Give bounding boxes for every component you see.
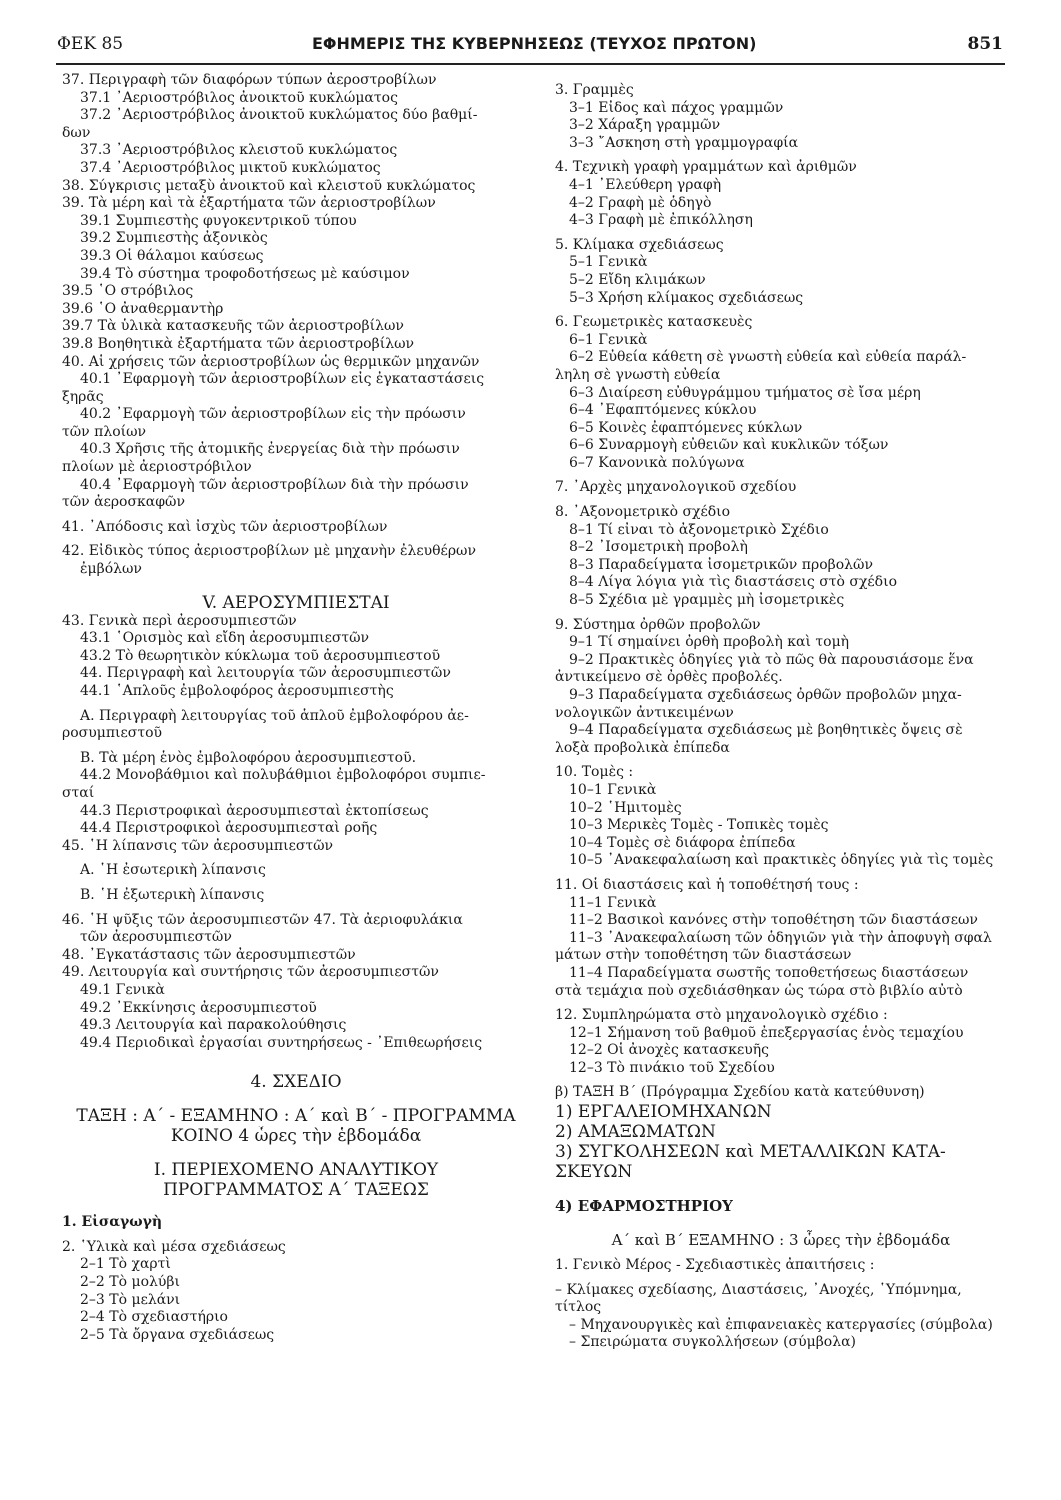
- toc-line: 1. Εἰσαγωγὴ: [62, 1214, 163, 1231]
- toc-line: μάτων στὴν τοποθέτηση τῶν διαστάσεων: [555, 947, 852, 964]
- toc-line: 10–5 ᾿Ανακεφαλαίωση καὶ πρακτικὲς ὁδηγίες γιὰ τὶς τομὲς: [569, 852, 994, 869]
- toc-line: 6–1 Γενικὰ: [569, 331, 648, 348]
- toc-line: 11. Οἱ διαστάσεις καὶ ἡ τοποθέτησή τους :: [555, 876, 859, 893]
- direction-item: 2) ΑΜΑΞΩΜΑΤΩΝ: [555, 1122, 716, 1143]
- toc-line: 9–2 Πρακτικὲς ὁδηγίες γιὰ τὸ πῶς θὰ παρουσιάσομε ἕνα: [569, 651, 974, 668]
- toc-line: 9. Σύστημα ὀρθῶν προβολῶν: [555, 616, 761, 633]
- toc-line: 48. ᾿Εγκατάστασις τῶν ἀεροσυμπιεστῶν: [62, 946, 356, 963]
- toc-line: 44.4 Περιστροφικοὶ ἀεροσυμπιεσταὶ ροῆς: [80, 820, 378, 837]
- toc-line: – Μηχανουργικὲς καὶ ἐπιφανειακὲς κατεργασίες (σύμβολα): [569, 1316, 993, 1333]
- toc-line: τίτλος: [555, 1299, 602, 1316]
- right-column: [555, 72, 1007, 1352]
- toc-line: 8–1 Τί εἶναι τὸ ἀξονομετρικὸ Σχέδιο: [569, 521, 829, 538]
- toc-line: 40.1 ᾿Εφαρμογὴ τῶν ἀεριοστροβίλων εἰς ἐγκαταστάσεις: [80, 371, 485, 388]
- toc-line: 40.3 Χρῆσις τῆς ἀτομικῆς ἐνεργείας διὰ τὴν πρόωσιν: [80, 441, 460, 458]
- toc-line: 42. Εἰδικὸς τύπος ἀεριοστροβίλων μὲ μηχανὴν ἐλευθέρων: [62, 543, 476, 560]
- toc-line: 49.1 Γενικὰ: [80, 981, 165, 998]
- toc-line: 39.6 ῾Ο ἀναθερμαντὴρ: [62, 300, 224, 317]
- toc-line: Β. ῾Η ἐξωτερικὴ λίπανσις: [80, 886, 265, 903]
- toc-line: 10–3 Μερικὲς Τομὲς - Τοπικὲς τομὲς: [569, 817, 829, 834]
- toc-line: Β. Τὰ μέρη ἑνὸς ἐμβολοφόρου ἀεροσυμπιεστοῦ.: [80, 749, 417, 766]
- toc-line: τῶν ἀεροσυμπιεστῶν: [80, 929, 232, 946]
- toc-line: 37.2 ᾿Αεριοστρόβιλος ἀνοικτοῦ κυκλώματος δύο βαθμί-: [80, 107, 478, 124]
- class-program-line: ΤΑΞΗ : Α΄ - ΕΞΑΜΗΝΟ : Α΄ καὶ Β΄ - ΠΡΟΓΡΑΜΜΑ: [76, 1106, 516, 1127]
- toc-line: 45. ῾Η λίπανσις τῶν ἀεροσυμπιεστῶν: [62, 837, 334, 854]
- direction-item-heading: 4) ΕΦΑΡΜΟΣΤΗΡΙΟΥ: [555, 1197, 733, 1216]
- class-program-hours: ΚΟΙΝΟ 4 ὧρες τὴν ἑβδομάδα: [170, 1126, 422, 1147]
- toc-line: 1. Γενικὸ Μέρος - Σχεδιαστικὲς ἀπαιτήσεις :: [555, 1257, 875, 1274]
- toc-line: 43.1 ῾Ορισμὸς καὶ εἴδη ἀεροσυμπιεστῶν: [80, 630, 370, 647]
- chapter-title: 4. ΣΧΕΔΙΟ: [250, 1072, 342, 1093]
- toc-line: 8–3 Παραδείγματα ἰσομετρικῶν προβολῶν: [569, 556, 873, 573]
- toc-line: 11–4 Παραδείγματα σωστῆς τοποθετήσεως διαστάσεων: [569, 964, 969, 981]
- toc-line: – Κλίμακες σχεδίασης, Διαστάσεις, ᾿Ανοχές, ῾Υπόμνημα,: [555, 1281, 962, 1298]
- page-number: 851: [967, 34, 1003, 54]
- toc-line: 11–3 ᾿Ανακεφαλαίωση τῶν ὁδηγιῶν γιὰ τὴν ἀποφυγὴ σφαλ: [569, 929, 992, 946]
- toc-line: 6–2 Εὐθεία κάθετη σὲ γνωστὴ εὐθεία καὶ εὐθεία παράλ-: [569, 349, 967, 366]
- toc-line: 4–2 Γραφὴ μὲ ὁδηγὸ: [569, 194, 712, 211]
- header-rule: [56, 63, 1005, 65]
- toc-line: 6. Γεωμετρικὲς κατασκευὲς: [555, 314, 753, 331]
- toc-line: 37.3 ᾿Αεριοστρόβιλος κλειστοῦ κυκλώματος: [80, 142, 398, 159]
- toc-line: 12–3 Τὸ πινάκιο τοῦ Σχεδίου: [569, 1059, 775, 1076]
- toc-line: 8–2 ᾿Ισομετρικὴ προβολὴ: [569, 539, 748, 556]
- toc-line: 5–1 Γενικὰ: [569, 254, 648, 271]
- toc-line: ἀντικείμενο σὲ ὀρθὲς προβολές.: [555, 669, 783, 686]
- toc-line: 11–1 Γενικὰ: [569, 894, 657, 911]
- toc-line: 2–1 Τὸ χαρτὶ: [80, 1256, 171, 1273]
- toc-line: ληλη σὲ γνωστὴ εὐθεία: [555, 366, 721, 383]
- toc-line: 44. Περιγραφὴ καὶ λειτουργία τῶν ἀεροσυμπιεστῶν: [80, 665, 451, 682]
- toc-line: ἐμβόλων: [80, 561, 142, 578]
- toc-line: 5–2 Εἴδη κλιμάκων: [569, 271, 706, 288]
- toc-line: 43.2 Τὸ θεωρητικὸν κύκλωμα τοῦ ἀεροσυμπιεστοῦ: [80, 647, 441, 664]
- toc-line: 39.4 Τὸ σύστημα τροφοδοτήσεως μὲ καύσιμον: [80, 265, 410, 282]
- toc-line: 6–7 Κανονικὰ πολύγωνα: [569, 454, 745, 471]
- toc-line: 39.2 Συμπιεστὴς ἀξονικὸς: [80, 230, 268, 247]
- toc-line: 5. Κλίμακα σχεδιάσεως: [555, 236, 724, 253]
- toc-line: 3–3 ῎Ασκηση στὴ γραμμογραφία: [569, 134, 799, 151]
- toc-line: 2–5 Τὰ ὄργανα σχεδιάσεως: [80, 1326, 275, 1343]
- toc-line: 10–2 ῾Ημιτομὲς: [569, 799, 682, 816]
- semester-hours-line: Α΄ καὶ Β΄ ΕΞΑΜΗΝΟ : 3 ὧρες τὴν ἑβδομάδα: [611, 1231, 951, 1250]
- toc-line: 9–1 Τί σημαίνει ὀρθὴ προβολὴ καὶ τομὴ: [569, 634, 850, 651]
- toc-line: 4–3 Γραφὴ μὲ ἐπικόλληση: [569, 212, 753, 229]
- toc-line: 2. ῾Υλικὰ καὶ μέσα σχεδιάσεως: [62, 1238, 286, 1255]
- toc-line: 9–4 Παραδείγματα σχεδιάσεως μὲ βοηθητικὲς ὄψεις σὲ: [569, 722, 963, 739]
- toc-line: 6–3 Διαίρεση εὐθυγράμμου τμήματος σὲ ἴσα μέρη: [569, 384, 921, 401]
- toc-line: 6–6 Συναρμογὴ εὐθειῶν καὶ κυκλικῶν τόξων: [569, 437, 889, 454]
- gazette-ref: ΦΕΚ 85: [57, 34, 124, 54]
- toc-line: β) ΤΑΞΗ Β΄ (Πρόγραμμα Σχεδίου κατὰ κατεύθυνση): [555, 1084, 925, 1101]
- toc-line: 39. Τὰ μέρη καὶ τὰ ἐξαρτήματα τῶν ἀεριοστροβίλων: [62, 195, 436, 212]
- toc-line: 39.8 Βοηθητικὰ ἐξαρτήματα τῶν ἀεριοστροβίλων: [62, 335, 414, 352]
- toc-line: 6–4 ᾿Εφαπτόμενες κύκλου: [569, 402, 757, 419]
- toc-line: 10–1 Γενικὰ: [569, 781, 657, 798]
- toc-line: 39.1 Συμπιεστὴς φυγοκεντρικοῦ τύπου: [80, 212, 357, 229]
- toc-line: 44.3 Περιστροφικαὶ ἀεροσυμπιεσταὶ ἐκτοπίσεως: [80, 802, 429, 819]
- toc-line: 12–1 Σήμανση τοῦ βαθμοῦ ἐπεξεργασίας ἑνὸς τεμαχίου: [569, 1024, 964, 1041]
- toc-line: 2–3 Τὸ μελάνι: [80, 1291, 181, 1308]
- toc-line: 2–2 Τὸ μολύβι: [80, 1274, 180, 1291]
- toc-line: λοξὰ προβολικὰ ἐπίπεδα: [555, 739, 730, 756]
- toc-line: 39.5 ῾Ο στρόβιλος: [62, 283, 194, 300]
- toc-line: 38. Σύγκρισις μεταξὺ ἀνοικτοῦ καὶ κλειστοῦ κυκλώματος: [62, 177, 476, 194]
- toc-line: 9–3 Παραδείγματα σχεδιάσεως ὀρθῶν προβολῶν μηχα-: [569, 687, 962, 703]
- toc-line: στὰ τεμάχια ποὺ σχεδιάσθηκαν ὡς τώρα στὸ βιβλίο αὐτὸ: [555, 982, 963, 999]
- toc-line: τῶν πλοίων: [62, 423, 147, 440]
- toc-line: 4. Τεχνικὴ γραφὴ γραμμάτων καὶ ἀριθμῶν: [555, 159, 857, 176]
- toc-line: 37.4 ᾿Αεριοστρόβιλος μικτοῦ κυκλώματος: [80, 159, 381, 176]
- toc-line: 12–2 Οἱ ἀνοχὲς κατασκευῆς: [569, 1042, 769, 1059]
- toc-line: 39.3 Οἱ θάλαμοι καύσεως: [80, 247, 264, 264]
- toc-line: δων: [62, 124, 91, 141]
- toc-line: 8–4 Λίγα λόγια γιὰ τὶς διαστάσεις στὸ σχέδιο: [569, 574, 898, 591]
- contents-heading: Ι. ΠΕΡΙΕΧΟΜΕΝΟ ΑΝΑΛΥΤΙΚΟΥ: [153, 1160, 439, 1181]
- toc-line: 49. Λειτουργία καὶ συντήρησις τῶν ἀεροσυμπιεστῶν: [62, 964, 439, 981]
- toc-line: νολογικῶν ἀντικειμένων: [555, 704, 734, 721]
- toc-line: Α. ῾Η ἐσωτερικὴ λίπανσις: [80, 862, 266, 879]
- direction-item: ΣΚΕΥΩΝ: [555, 1162, 633, 1183]
- toc-line: τῶν ἀεροσκαφῶν: [62, 494, 185, 511]
- toc-line: 37. Περιγραφὴ τῶν διαφόρων τύπων ἀεροστροβίλων: [62, 72, 437, 88]
- toc-line: 11–2 Βασικοὶ κανόνες στὴν τοποθέτηση τῶν διαστάσεων: [569, 912, 978, 929]
- toc-line: 8. ᾿Αξονομετρικὸ σχέδιο: [555, 504, 731, 521]
- gazette-title: ΕΦΗΜΕΡΙΣ ΤΗΣ ΚΥΒΕΡΝΗΣΕΩΣ (ΤΕΥΧΟΣ ΠΡΩΤΟΝ): [312, 34, 757, 53]
- toc-line: 40.4 ᾿Εφαρμογὴ τῶν ἀεριοστροβίλων διὰ τὴν πρόωσιν: [80, 476, 469, 493]
- toc-line: 44.2 Μονοβάθμιοι καὶ πολυβάθμιοι ἐμβολοφόροι συμπιε-: [80, 767, 486, 784]
- toc-line: 49.3 Λειτουργία καὶ παρακολούθησις: [80, 1017, 347, 1034]
- toc-line: πλοίων μὲ ἀεριοστρόβιλον: [62, 459, 252, 476]
- toc-line: 10. Τομὲς :: [555, 764, 634, 781]
- toc-line: 44.1 ῾Απλοῦς ἐμβολοφόρος ἀεροσυμπιεστὴς: [80, 683, 394, 699]
- toc-line: 7. ᾿Αρχὲς μηχανολογικοῦ σχεδίου: [555, 479, 797, 496]
- toc-line: 3–2 Χάραξη γραμμῶν: [569, 117, 721, 134]
- toc-line: 4–1 ᾿Ελεύθερη γραφὴ: [569, 176, 722, 193]
- toc-line: 49.2 ᾿Εκκίνησις ἀεροσυμπιεστοῦ: [80, 999, 317, 1016]
- toc-line: 10–4 Τομὲς σὲ διάφορα ἐπίπεδα: [569, 834, 796, 851]
- contents-heading: ΠΡΟΓΡΑΜΜΑΤΟΣ Α΄ ΤΑΞΕΩΣ: [163, 1180, 429, 1201]
- toc-line: ροσυμπιεστοῦ: [62, 725, 163, 742]
- toc-line: 40. Αἱ χρήσεις τῶν ἀεριοστροβίλων ὡς θερμικῶν μηχανῶν: [62, 353, 480, 370]
- toc-line: Α. Περιγραφὴ λειτουργίας τοῦ ἁπλοῦ ἐμβολοφόρου ἀε-: [80, 707, 469, 724]
- toc-line: 39.7 Τὰ ὑλικὰ κατασκευῆς τῶν ἀεριοστροβίλων: [62, 318, 404, 335]
- toc-line: 37.1 ᾿Αεριοστρόβιλος ἀνοικτοῦ κυκλώματος: [80, 89, 398, 106]
- toc-line: 46. ῾Η ψῦξις τῶν ἀεροσυμπιεστῶν 47. Τὰ ἀεριοφυλάκια: [62, 911, 463, 928]
- toc-line: 12. Συμπληρώματα στὸ μηχανολογικὸ σχέδιο :: [555, 1007, 888, 1024]
- left-column: [62, 72, 530, 1344]
- toc-line: 3–1 Εἶδος καὶ πάχος γραμμῶν: [569, 99, 784, 116]
- direction-item: 1) ΕΡΓΑΛΕΙΟΜΗΧΑΝΩΝ: [555, 1102, 772, 1123]
- toc-line: 6–5 Κοινὲς ἐφαπτόμενες κύκλων: [569, 419, 803, 436]
- toc-line: ξηρᾶς: [62, 388, 104, 405]
- toc-line: 49.4 Περιοδικαὶ ἐργασίαι συντηρήσεως - ᾿Επιθεωρήσεις: [80, 1034, 483, 1051]
- toc-line: 5–3 Χρήση κλίμακος σχεδιάσεως: [569, 289, 804, 306]
- toc-line: 2–4 Τὸ σχεδιαστήριο: [80, 1309, 228, 1326]
- toc-line: σταί: [62, 784, 95, 801]
- toc-line: 3. Γραμμὲς: [555, 82, 634, 98]
- toc-line: 8–5 Σχέδια μὲ γραμμὲς μὴ ἰσομετρικὲς: [569, 592, 845, 609]
- direction-item: 3) ΣΥΓΚΟΛΗΣΕΩΝ καὶ ΜΕΤΑΛΛΙΚΩΝ ΚΑΤΑ-: [555, 1142, 946, 1163]
- section-heading: V. ΑΕΡΟΣΥΜΠΙΕΣΤΑΙ: [202, 592, 390, 613]
- toc-line: – Σπειρώματα συγκολλήσεων (σύμβολα): [569, 1334, 857, 1351]
- toc-line: 41. ᾿Απόδοσις καὶ ἰσχὺς τῶν ἀεριοστροβίλων: [62, 518, 388, 535]
- toc-line: 43. Γενικὰ περὶ ἀεροσυμπιεστῶν: [62, 612, 297, 629]
- toc-line: 40.2 ᾿Εφαρμογὴ τῶν ἀεριοστροβίλων εἰς τὴν πρόωσιν: [80, 406, 466, 423]
